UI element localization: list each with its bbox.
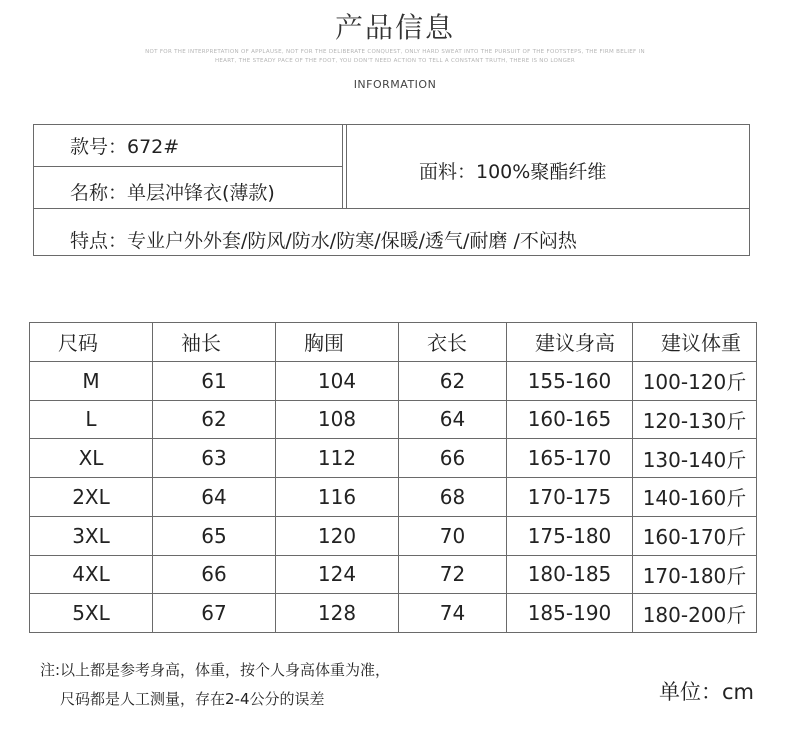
table-header-cell: 建议身高 <box>507 323 633 362</box>
table-cell: 66 <box>153 555 276 594</box>
table-row <box>30 361 757 400</box>
table-cell: 170-180斤 <box>633 555 757 594</box>
table-cell: 67 <box>153 594 276 633</box>
tagline-line-2: HEART, THE STEADY PACE OF THE FOOT, YOU DON'T NEED ACTION TO TELL A CONSTANT TRUTH, THERE IS NO LONGER <box>214 58 576 64</box>
table-cell: 130-140斤 <box>633 439 757 478</box>
table-cell: 104 <box>276 361 399 400</box>
info-fabric: 面料：100%聚酯纤维 <box>419 161 607 183</box>
table-cell: 155-160 <box>507 361 633 400</box>
table-row <box>30 439 757 478</box>
info-divider <box>34 208 749 209</box>
table-cell: 120 <box>276 516 399 555</box>
table-row <box>30 478 757 517</box>
footnote-line-1: 注:以上都是参考身高，体重，按个人身高体重为准， <box>40 661 391 679</box>
table-cell: 160-170斤 <box>633 516 757 555</box>
table-header-cell: 建议体重 <box>633 323 757 362</box>
info-features: 特点：专业户外外套/防风/防水/防寒/保暖/透气/耐磨 /不闷热 <box>70 230 577 252</box>
table-cell: 128 <box>276 594 399 633</box>
table-cell: 61 <box>153 361 276 400</box>
product-info-box <box>33 124 750 256</box>
table-cell: 66 <box>399 439 507 478</box>
table-cell: 100-120斤 <box>633 361 757 400</box>
footnote <box>40 656 390 714</box>
table-row <box>30 555 757 594</box>
table-cell: 165-170 <box>507 439 633 478</box>
info-divider <box>342 125 343 208</box>
page-subtitle: INFORMATION <box>353 78 437 91</box>
table-row <box>30 400 757 439</box>
table-header-cell: 衣长 <box>399 323 507 362</box>
table-cell: 4XL <box>30 555 153 594</box>
table-cell: 2XL <box>30 478 153 517</box>
table-cell: 116 <box>276 478 399 517</box>
table-cell: 5XL <box>30 594 153 633</box>
table-header-cell: 袖长 <box>153 323 276 362</box>
unit-label: 单位：cm <box>658 680 754 704</box>
table-cell: 64 <box>399 400 507 439</box>
size-table <box>29 322 757 633</box>
table-cell: 68 <box>399 478 507 517</box>
tagline-line-1: NOT FOR THE INTERPRETATION OF APPLAUSE, NOT FOR THE DELIBERATE CONQUEST, ONLY HARD SWEAT INTO THE PURSUIT OF THE FOOTSTEPS, THE FIRM BELIEF IN <box>145 49 645 55</box>
table-cell: 112 <box>276 439 399 478</box>
info-divider <box>34 166 342 167</box>
table-cell: 63 <box>153 439 276 478</box>
table-cell: 160-165 <box>507 400 633 439</box>
table-cell: 180-200斤 <box>633 594 757 633</box>
tagline <box>130 48 660 66</box>
table-cell: 180-185 <box>507 555 633 594</box>
info-model: 款号：672# <box>70 136 180 158</box>
table-row <box>30 594 757 633</box>
table-cell: 124 <box>276 555 399 594</box>
info-name: 名称：单层冲锋衣(薄款) <box>70 182 275 204</box>
table-cell: XL <box>30 439 153 478</box>
table-cell: 120-130斤 <box>633 400 757 439</box>
table-cell: 108 <box>276 400 399 439</box>
table-cell: 185-190 <box>507 594 633 633</box>
table-cell: M <box>30 361 153 400</box>
table-cell: 62 <box>153 400 276 439</box>
info-divider <box>346 125 347 208</box>
table-cell: L <box>30 400 153 439</box>
table-header-cell: 胸围 <box>276 323 399 362</box>
table-cell: 170-175 <box>507 478 633 517</box>
table-cell: 72 <box>399 555 507 594</box>
table-cell: 62 <box>399 361 507 400</box>
table-header-cell: 尺码 <box>30 323 153 362</box>
page-title: 产品信息 <box>334 11 455 44</box>
table-cell: 74 <box>399 594 507 633</box>
table-cell: 140-160斤 <box>633 478 757 517</box>
table-row <box>30 516 757 555</box>
table-cell: 65 <box>153 516 276 555</box>
table-header-row <box>30 323 757 362</box>
footnote-line-2: 尺码都是人工测量，存在2-4公分的误差 <box>60 690 325 708</box>
table-cell: 3XL <box>30 516 153 555</box>
table-cell: 64 <box>153 478 276 517</box>
table-cell: 175-180 <box>507 516 633 555</box>
table-cell: 70 <box>399 516 507 555</box>
